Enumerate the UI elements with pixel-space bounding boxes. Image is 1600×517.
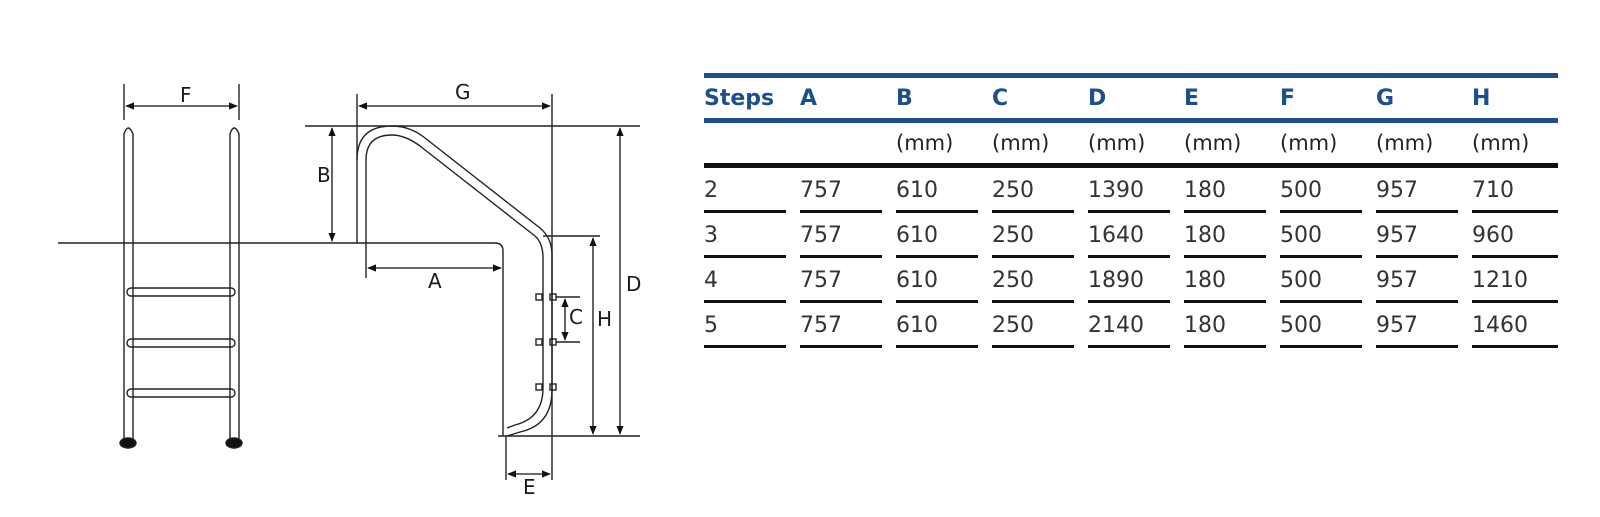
dimension-label-e: E <box>523 475 536 499</box>
dimension-label-a: A <box>428 269 442 293</box>
table-row <box>704 213 1558 258</box>
cell-g: 957 <box>1376 303 1472 348</box>
table-row <box>704 258 1558 303</box>
cell-steps: 4 <box>704 258 800 303</box>
ladder-front-view <box>120 84 242 448</box>
header-h: H <box>1472 85 1491 111</box>
cell-d: 1640 <box>1088 213 1184 258</box>
cell-c: 250 <box>992 168 1088 213</box>
unit-g: (mm) <box>1376 131 1434 155</box>
dimension-label-f: F <box>180 83 192 107</box>
ladder-diagram <box>0 0 680 517</box>
dimension-label-h: H <box>597 307 613 331</box>
cell-steps: 3 <box>704 213 800 258</box>
cell-c: 250 <box>992 303 1088 348</box>
cell-b: 610 <box>896 258 992 303</box>
cell-e: 180 <box>1184 168 1280 213</box>
cell-a: 757 <box>800 303 896 348</box>
header-f: F <box>1280 85 1296 111</box>
table-row <box>704 303 1558 348</box>
cell-a: 757 <box>800 213 896 258</box>
cell-c: 250 <box>992 258 1088 303</box>
cell-b: 610 <box>896 303 992 348</box>
cell-a: 757 <box>800 258 896 303</box>
table-header-row <box>704 78 1558 118</box>
dimension-label-d: D <box>626 272 642 296</box>
cell-d: 1890 <box>1088 258 1184 303</box>
cell-d: 2140 <box>1088 303 1184 348</box>
header-b: B <box>896 85 913 111</box>
cell-h: 1210 <box>1472 258 1558 303</box>
dimension-label-c: C <box>569 305 583 329</box>
cell-steps: 5 <box>704 303 800 348</box>
cell-d: 1390 <box>1088 168 1184 213</box>
dimension-label-b: B <box>317 163 331 187</box>
cell-e: 180 <box>1184 213 1280 258</box>
dimensions-table <box>704 73 1558 348</box>
cell-f: 500 <box>1280 258 1376 303</box>
cell-c: 250 <box>992 213 1088 258</box>
cell-e: 180 <box>1184 258 1280 303</box>
dimension-lines <box>126 106 620 474</box>
header-c: C <box>992 85 1009 111</box>
ladder-side-view <box>357 94 600 480</box>
cell-a: 757 <box>800 168 896 213</box>
cell-g: 957 <box>1376 168 1472 213</box>
unit-h: (mm) <box>1472 131 1530 155</box>
header-e: E <box>1184 85 1200 111</box>
table-row <box>704 168 1558 213</box>
dimension-label-g: G <box>455 80 471 104</box>
cell-steps: 2 <box>704 168 800 213</box>
cell-e: 180 <box>1184 303 1280 348</box>
unit-f: (mm) <box>1280 131 1338 155</box>
unit-d: (mm) <box>1088 131 1146 155</box>
cell-h: 960 <box>1472 213 1558 258</box>
table-unit-row <box>704 123 1558 163</box>
cell-g: 957 <box>1376 258 1472 303</box>
cell-h: 1460 <box>1472 303 1558 348</box>
cell-f: 500 <box>1280 213 1376 258</box>
cell-g: 957 <box>1376 213 1472 258</box>
cell-h: 710 <box>1472 168 1558 213</box>
cell-f: 500 <box>1280 168 1376 213</box>
header-a: A <box>800 85 818 111</box>
cell-f: 500 <box>1280 303 1376 348</box>
unit-a <box>800 123 896 163</box>
header-steps: Steps <box>704 85 775 111</box>
cell-b: 610 <box>896 168 992 213</box>
unit-b: (mm) <box>896 131 954 155</box>
unit-e: (mm) <box>1184 131 1242 155</box>
header-g: G <box>1376 85 1395 111</box>
unit-steps <box>704 123 800 163</box>
cell-b: 610 <box>896 213 992 258</box>
unit-c: (mm) <box>992 131 1050 155</box>
header-d: D <box>1088 85 1107 111</box>
